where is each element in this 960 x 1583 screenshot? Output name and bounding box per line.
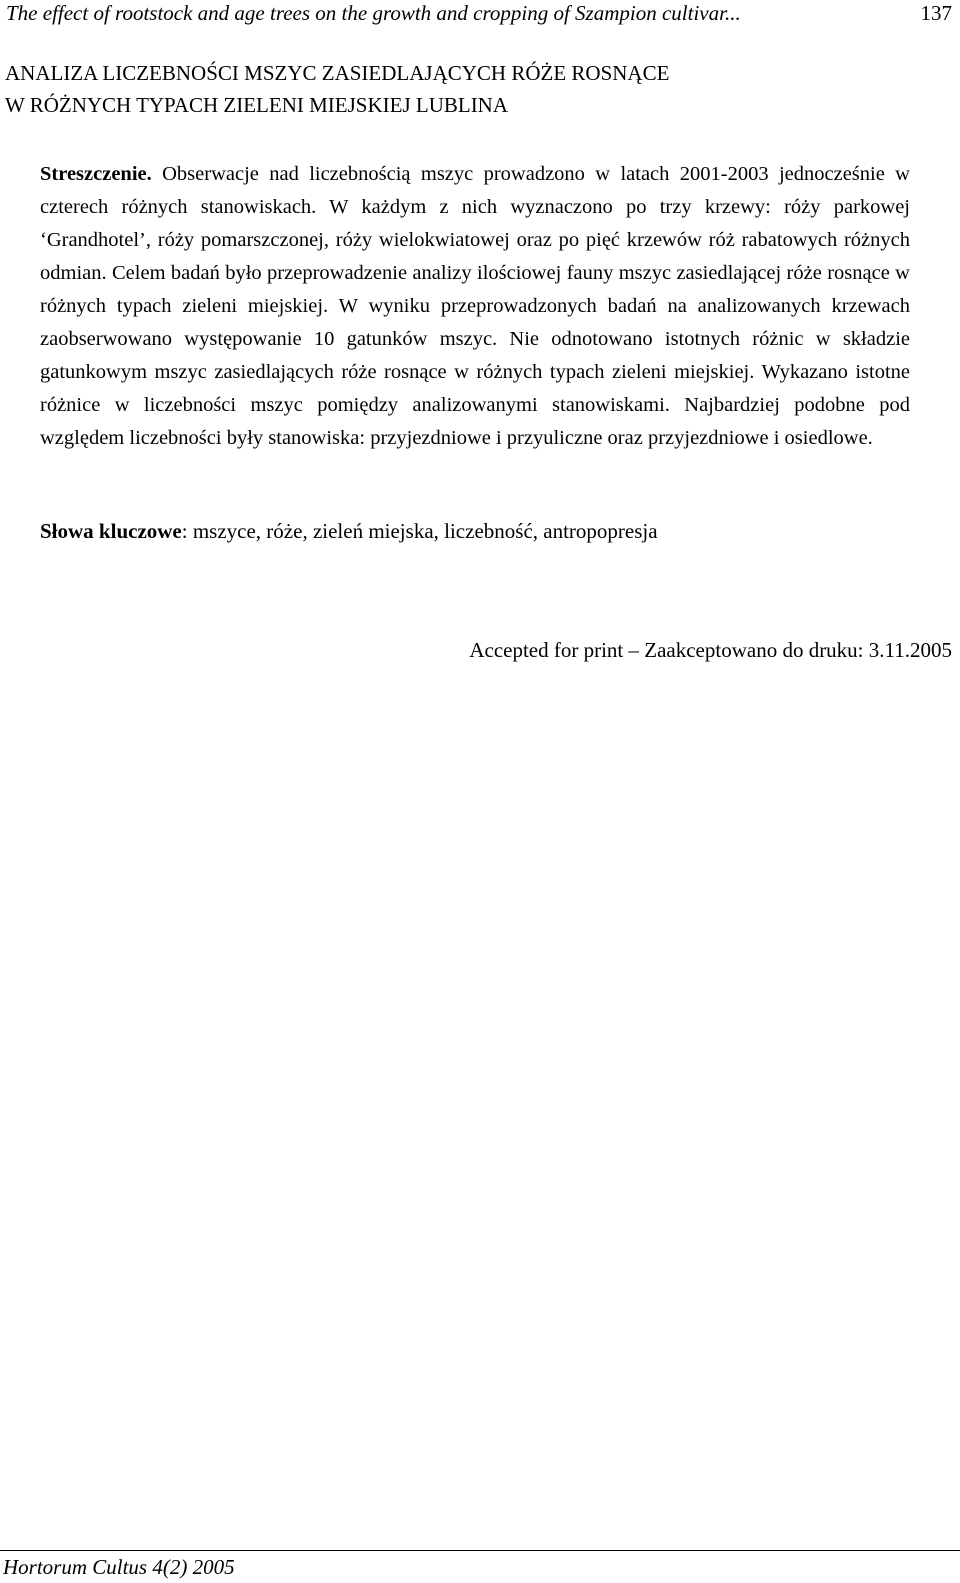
footer-rule-short [0, 1550, 270, 1551]
footer-journal: Hortorum Cultus 4(2) 2005 [3, 1555, 235, 1579]
article-title [5, 57, 945, 121]
running-head-title: The effect of rootstock and age trees on the growth and cropping of Szampion cultivar... [6, 1, 741, 25]
article-title-line-2: W RÓŻNYCH TYPACH ZIELENI MIEJSKIEJ LUBLINA [5, 93, 509, 117]
keywords-label: Słowa kluczowe [40, 519, 182, 543]
article-title-line-1: ANALIZA LICZEBNOŚCI MSZYC ZASIEDLAJĄCYCH RÓŻE ROSNĄCE [5, 61, 670, 85]
abstract-label: Streszczenie. [40, 163, 152, 185]
abstract-text: Obserwacje nad liczebnością mszyc prowadzono w latach 2001-2003 jednocześnie w czterech różnych stanowiskach. W każdym z nich wyznaczono po trzy krzewy: róży parkowej ‘Grandhotel’, róży pomarszczonej, róży wielokwiatowej oraz po pięć krzewów róż rabatowych różnych odmian. Celem badań było przeprowadzenie analizy ilościowej fauny mszyc zasiedlającej róże rosnące w różnych typach zieleni miejskiej. W wyniku przeprowadzonych badań na analizowanych krzewach zaobserwowano występowanie 10 gatunków mszyc. Nie odnotowano istotnych różnic w składzie gatunkowym mszyc zasiedlających róże rosnące w różnych typach zieleni miejskiej. Wykazano istotne różnice w liczebności mszyc pomiędzy analizowanymi stanowiskami. Najbardziej podobne pod względem liczebności były stanowiska: przyjezdniowe i przyuliczne oraz przyjezdniowe i osiedlowe. [40, 163, 910, 449]
abstract [40, 158, 910, 455]
keywords [40, 515, 920, 547]
page-number: 137 [920, 1, 952, 25]
keywords-text: : mszyce, róże, zieleń miejska, liczebność, antropopresja [181, 519, 658, 543]
accepted-date: Accepted for print – Zaakceptowano do druku: 3.11.2005 [469, 638, 952, 662]
